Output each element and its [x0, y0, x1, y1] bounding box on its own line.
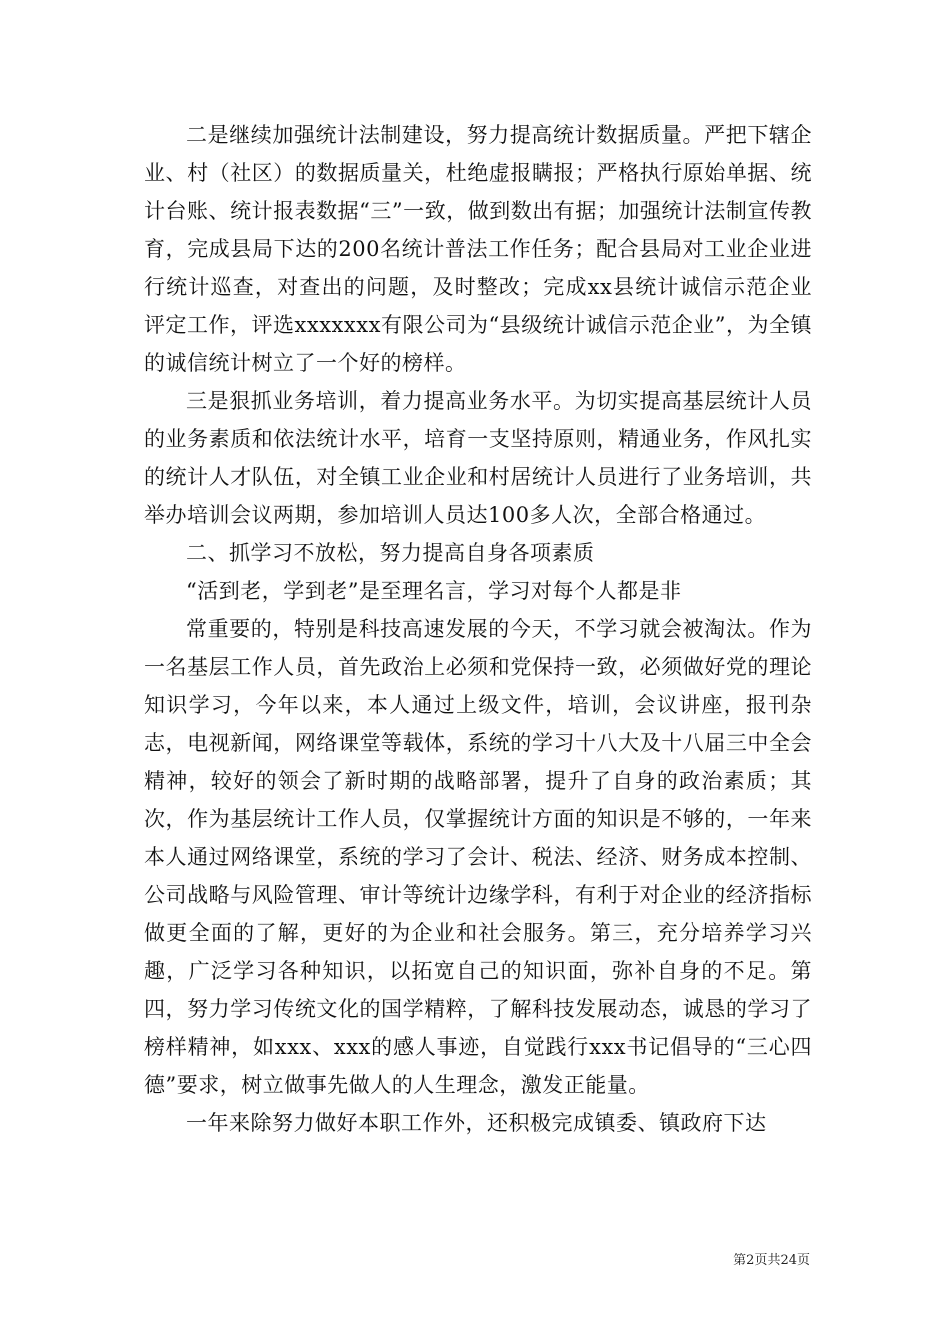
- paragraph-study-details: 常重要的，特别是科技高速发展的今天，不学习就会被淘汰。作为一名基层工作人员，首先政治上必须和党保持一致，必须做好党的理论知识学习，今年以来，本人通过上级文件，培训，会议讲座，报刊杂志，电视新闻，网络课堂等载体，系统的学习十八大及十八届三中全会精神，较好的领会了新时期的战略部署，提升了自身的政治素质；其次，作为基层统计工作人员，仅掌握统计方面的知识是不够的，一年来本人通过网络课堂，系统的学习了会计、税法、经济、财务成本控制、公司战略与风险管理、审计等统计边缘学科，有利于对企业的经济指标做更全面的了解，更好的为企业和社会服务。第三，充分培养学习兴趣，广泛学习各种知识，以拓宽自己的知识面，弥补自身的不足。第四，努力学习传统文化的国学精粹，了解科技发展动态，诚恳的学习了榜样精神，如xxx、xxx的感人事迹，自觉践行xxx书记倡导的“三心四德”要求，树立做事先做人的人生理念，激发正能量。: [144, 617, 812, 1097]
- document-body: [144, 116, 812, 1142]
- paragraph-other-work: 一年来除努力做好本职工作外，还积极完成镇委、镇政府下达: [186, 1111, 767, 1135]
- page-number-footer: 第2页共24页: [733, 1253, 810, 1268]
- paragraph-business-training: 三是狠抓业务培训，着力提高业务水平。为切实提高基层统计人员的业务素质和依法统计水平，培育一支坚持原则，精通业务，作风扎实的统计人才队伍，对全镇工业企业和村居统计人员进行了业务培训，共举办培训会议两期，参加培训人员达100多人次，全部合格通过。: [144, 389, 812, 527]
- paragraph-quote-study: “活到老，学到老”是至理名言，学习对每个人都是非: [186, 579, 682, 603]
- paragraph-statistics-law: 二是继续加强统计法制建设，努力提高统计数据质量。严把下辖企业、村（社区）的数据质量关，杜绝虚报瞒报；严格执行原始单据、统计台账、统计报表数据“三”一致，做到数出有据；加强统计法制宣传教育，完成县局下达的200名统计普法工作任务；配合县局对工业企业进行统计巡查，对查出的问题，及时整改；完成xx县统计诚信示范企业评定工作，评选xxxxxxx有限公司为“县级统计诚信示范企业”，为全镇的诚信统计树立了一个好的榜样。: [144, 123, 812, 375]
- section-heading-study: 二、抓学习不放松，努力提高自身各项素质: [186, 541, 595, 565]
